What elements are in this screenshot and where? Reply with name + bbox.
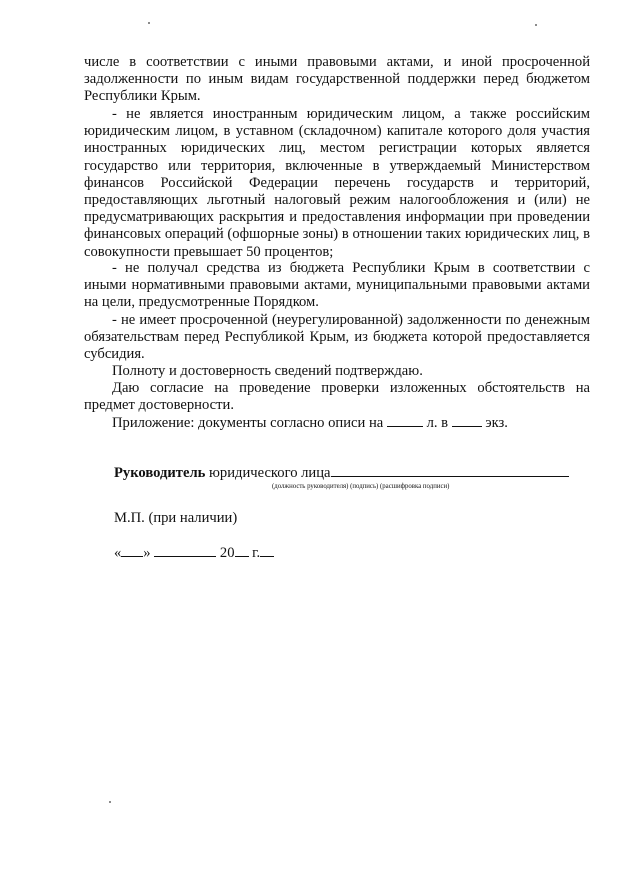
date-year-suffix: г.: [252, 545, 261, 561]
paragraph-consent: Даю согласие на проведение проверки изложенных обстоятельств на предмет достоверности.: [84, 380, 590, 414]
paragraph-no-other-funds: - не получал средства из бюджета Республики Крым в соответствии с иными нормативными правовыми актами, муниципальными правовыми актами на цели, предусмотренные Порядком.: [84, 260, 590, 311]
date-year-prefix: 20: [219, 545, 235, 561]
pages-count-blank[interactable]: [387, 414, 423, 427]
year-blank[interactable]: [235, 544, 249, 557]
paragraph-debt-continuation: числе в соответствии с иными правовыми актами, и иной просроченной задолженности по иным видам государственной поддержки перед бюджетом Республики Крым.: [84, 54, 590, 105]
month-blank[interactable]: [154, 544, 216, 557]
signature-label: юридического лица: [205, 465, 331, 481]
signature-caption: (должность руководителя) (подпись) (расшифровка подписи): [272, 483, 450, 490]
paragraph-confirmation: Полноту и достоверность сведений подтверждаю.: [112, 363, 423, 379]
attachment-line: [84, 414, 590, 432]
scan-speck: [109, 801, 111, 803]
attachment-prefix: Приложение: документы согласно описи на: [112, 415, 384, 431]
copies-count-blank[interactable]: [452, 414, 482, 427]
date-line: [114, 544, 274, 562]
attachment-mid: л. в: [426, 415, 449, 431]
signature-blank[interactable]: [331, 464, 569, 477]
attachment-suffix: экз.: [485, 415, 508, 431]
date-open-quote: «: [114, 545, 122, 561]
paragraph-no-overdue-obligations: - не имеет просроченной (неурегулированной) задолженности по денежным обязательствам перед Республикой Крым, из бюджета которой предоставляется субсидия.: [84, 312, 590, 363]
date-close-quote: »: [143, 545, 151, 561]
signature-label-bold: Руководитель: [114, 465, 206, 481]
scan-speck: [148, 22, 150, 24]
stamp-place: М.П. (при наличии): [114, 510, 238, 526]
scan-speck: [535, 24, 537, 26]
paragraph-not-foreign-entity: - не является иностранным юридическим лицом, а также российским юридическим лицом, в уставном (складочном) капитале которого доля участия иностранных юридических лиц, местом регистрации которых является государство или территория, включенные в утверждаемый Министерством финансов Российской Федерации перечень государств и территорий, предоставляющих льготный налоговый режим налогообложения и (или) не предусматривающих раскрытия и предоставления информации при проведении финансовых операций (офшорные зоны) в отношении таких юридических лиц, в совокупности превышает 50 процентов;: [84, 106, 590, 260]
day-blank[interactable]: [121, 544, 143, 557]
signature-line: [114, 464, 584, 482]
date-end-blank[interactable]: [260, 544, 274, 557]
